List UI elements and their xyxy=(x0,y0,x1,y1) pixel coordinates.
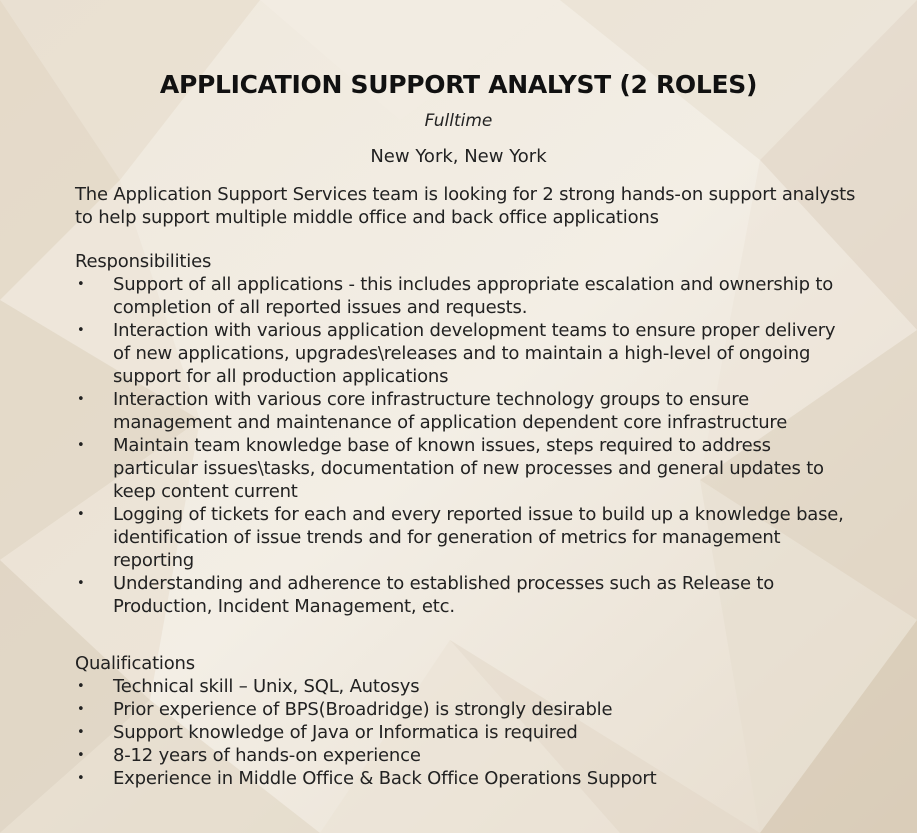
bullet-icon: • xyxy=(77,702,85,717)
list-item-text: Understanding and adherence to established processes such as Release to Production, Incident Management, etc. xyxy=(113,573,775,617)
bullet-icon: • xyxy=(77,679,85,694)
bullet-icon: • xyxy=(77,507,85,522)
list-item-text: Prior experience of BPS(Broadridge) is strongly desirable xyxy=(113,699,613,720)
job-title: APPLICATION SUPPORT ANALYST (2 ROLES) xyxy=(159,70,758,99)
responsibilities-section xyxy=(75,250,855,618)
qualifications-section xyxy=(75,652,855,790)
responsibilities-heading: Responsibilities xyxy=(75,251,212,272)
employment-type: Fulltime xyxy=(424,111,493,131)
list-item-text: Interaction with various application development teams to ensure proper delivery of new applications, upgrades\releases and to maintain a high-level of ongoing support for all production applications xyxy=(113,320,836,387)
list-item xyxy=(75,388,855,434)
job-location: New York, New York xyxy=(370,146,547,167)
list-item-text: Maintain team knowledge base of known issues, steps required to address particular issues\tasks, documentation of new processes and general updates to keep content current xyxy=(113,435,824,502)
list-item xyxy=(75,572,855,618)
list-item-text: Interaction with various core infrastructure technology groups to ensure management and maintenance of application dependent core infrastructure xyxy=(113,389,788,433)
list-item xyxy=(75,503,855,572)
list-item xyxy=(75,698,855,721)
bullet-icon: • xyxy=(77,748,85,763)
list-item xyxy=(75,744,855,767)
responsibilities-list xyxy=(75,273,855,618)
list-item-text: Support knowledge of Java or Informatica is required xyxy=(113,722,578,743)
job-intro: The Application Support Services team is looking for 2 strong hands-on support analysts to help support multiple middle office and back office applications xyxy=(75,184,856,228)
list-item xyxy=(75,319,855,388)
list-item xyxy=(75,434,855,503)
list-item xyxy=(75,721,855,744)
list-item xyxy=(75,675,855,698)
bullet-icon: • xyxy=(77,277,85,292)
qualifications-heading: Qualifications xyxy=(75,653,195,674)
bullet-icon: • xyxy=(77,771,85,786)
list-item-text: Technical skill – Unix, SQL, Autosys xyxy=(113,676,420,697)
list-item-text: 8-12 years of hands-on experience xyxy=(113,745,421,766)
bullet-icon: • xyxy=(77,323,85,338)
bullet-icon: • xyxy=(77,725,85,740)
list-item xyxy=(75,767,855,790)
bullet-icon: • xyxy=(77,576,85,591)
qualifications-list xyxy=(75,675,855,790)
list-item-text: Logging of tickets for each and every reported issue to build up a knowledge base, identification of issue trends and for generation of metrics for management reporting xyxy=(113,504,844,571)
list-item xyxy=(75,273,855,319)
bullet-icon: • xyxy=(77,438,85,453)
bullet-icon: • xyxy=(77,392,85,407)
list-item-text: Support of all applications - this includes appropriate escalation and ownership to completion of all reported issues and requests. xyxy=(113,274,834,318)
list-item-text: Experience in Middle Office & Back Office Operations Support xyxy=(113,768,657,789)
